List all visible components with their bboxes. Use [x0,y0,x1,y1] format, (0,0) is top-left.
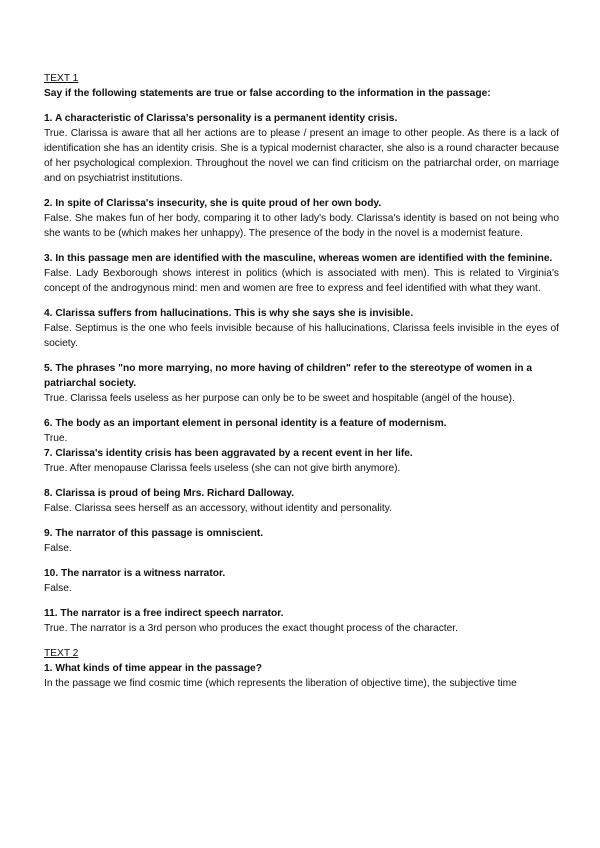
text1-title: TEXT 1 [44,73,79,84]
answer-text: True. [44,433,68,444]
answer-text: True. Clarissa feels useless as her purpose can only be to be sweet and hospitable (angel of the house). [44,393,515,404]
question-text: 3. In this passage men are identified with the masculine, whereas women are identified with the feminine. [44,253,553,264]
question-text: 11. The narrator is a free indirect speech narrator. [44,608,284,619]
question-10 [44,566,559,596]
question-text: 9. The narrator of this passage is omniscient. [44,528,264,539]
answer-text: False. She makes fun of her body, comparing it to other lady's body. Clarissa's identity is based on not being who she wants to be (which makes her unhappy). The presence of the body in the novel is a modernist feature. [44,213,559,239]
question-text: 5. The phrases "no more marrying, no more having of children" refer to the stereotype of women in a patriarchal society. [44,363,533,389]
question-1 [44,111,559,186]
question-text: 2. In spite of Clarissa's insecurity, she is quite proud of her own body. [44,198,382,209]
text2-question-1: 1. What kinds of time appear in the passage? [44,663,262,674]
answer-text: False. Septimus is the one who feels invisible because of his hallucinations, Clarissa feels invisible in the eyes of society. [44,323,559,349]
question-5 [44,361,559,406]
answer-text: False. [44,583,72,594]
question-4 [44,306,559,351]
answer-text: False. Lady Bexborough shows interest in politics (which is associated with men). This is related to Virginia's concept of the androgynous mind: men and women are free to express and feel identified with what they want. [44,268,559,294]
answer-text: False. [44,543,72,554]
document-page [44,71,559,691]
question-text: 6. The body as an important element in personal identity is a feature of modernism. [44,418,447,429]
question-2 [44,196,559,241]
question-text: 7. Clarissa's identity crisis has been aggravated by a recent event in her life. [44,448,413,459]
question-text: 8. Clarissa is proud of being Mrs. Richard Dalloway. [44,488,295,499]
question-8 [44,486,559,516]
text2-answer-1: In the passage we find cosmic time (which represents the liberation of objective time), the subjective time [44,678,517,689]
question-3 [44,251,559,296]
answer-text: True. After menopause Clarissa feels useless (she can not give birth anymore). [44,463,401,474]
question-11 [44,606,559,636]
answer-text: True. The narrator is a 3rd person who produces the exact thought process of the character. [44,623,458,634]
answer-text: False. Clarissa sees herself as an accessory, without identity and personality. [44,503,392,514]
instruction: Say if the following statements are true or false according to the information in the passage: [44,88,491,99]
question-7 [44,446,559,476]
question-9 [44,526,559,556]
question-text: 10. The narrator is a witness narrator. [44,568,226,579]
question-text: 4. Clarissa suffers from hallucinations. This is why she says she is invisible. [44,308,414,319]
text2-title: TEXT 2 [44,648,79,659]
question-text: 1. A characteristic of Clarissa's personality is a permanent identity crisis. [44,113,398,124]
question-6 [44,416,559,446]
answer-text: True. Clarissa is aware that all her actions are to please / present an image to other people. As there is a lack of identification she has an identity crisis. She is a typical modernist character, she also is a round character because of her psychological complexion. Throughout the novel we can find criticism on the patriarchal order, on marriage and on psychiatrist institutions. [44,128,559,184]
